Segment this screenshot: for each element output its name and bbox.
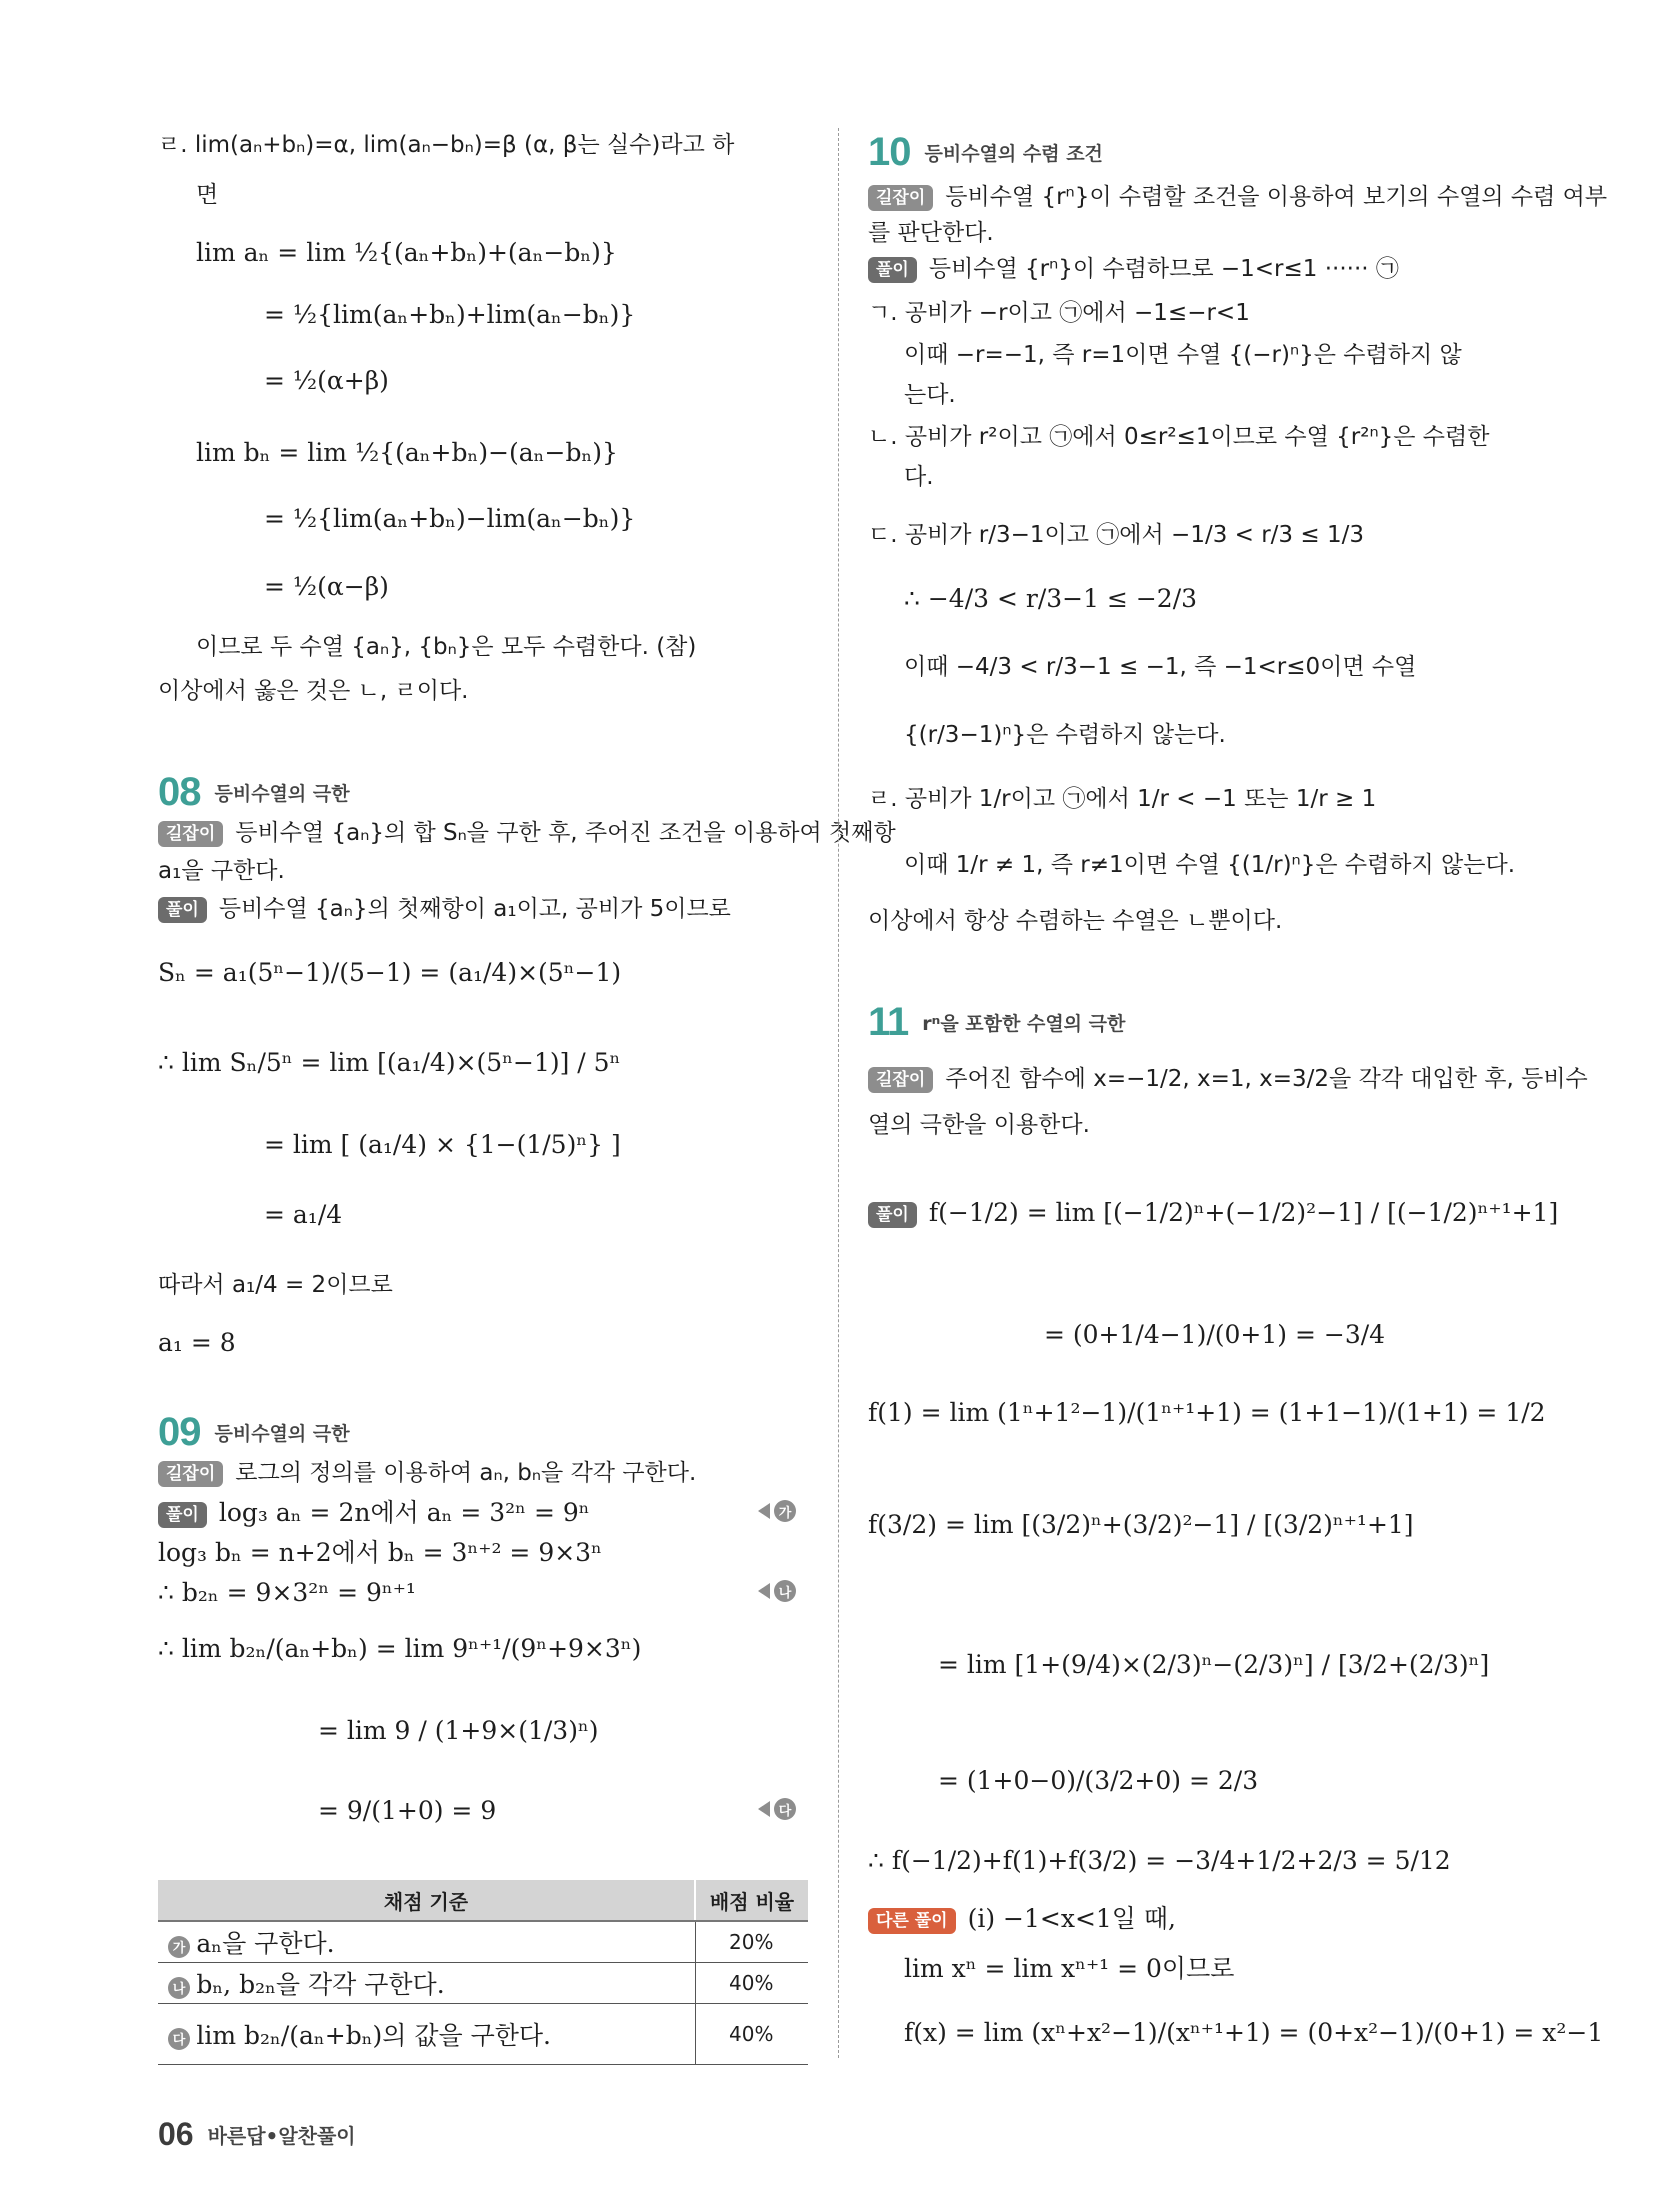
math-line: = ½{lim(aₙ+bₙ)+lim(aₙ−bₙ)} — [264, 300, 636, 329]
math-text: log₃ aₙ = 2n에서 aₙ = 3²ⁿ = 9ⁿ — [218, 1498, 590, 1527]
text-line: 이므로 두 수열 {aₙ}, {bₙ}은 모두 수렴한다. (참) — [196, 634, 697, 660]
table-header: 채점 기준 — [158, 1880, 695, 1921]
section-topic: 등비수열의 극한 — [214, 783, 350, 805]
table-cell: 40% — [695, 2004, 808, 2065]
text-line: {(r/3−1)ⁿ}은 수렴하지 않는다. — [904, 722, 1226, 748]
criterion-text: lim b₂ₙ/(aₙ+bₙ)의 값을 구한다. — [196, 2021, 552, 2050]
table-cell: 20% — [695, 1921, 808, 1963]
table-row — [158, 1963, 808, 2004]
text-line: 이때 −4/3 < r/3−1 ≤ −1, 즉 −1<r≤0이면 수열 — [904, 654, 1417, 680]
scoring-table — [158, 1880, 808, 2065]
math-line: ∴ b₂ₙ = 9×3²ⁿ = 9ⁿ⁺¹ — [158, 1578, 416, 1607]
text-line: ㄷ. 공비가 r/3−1이고 ㉠에서 −1/3 < r/3 ≤ 1/3 — [868, 522, 1364, 548]
footer-title: 바른답•알찬풀이 — [207, 2124, 356, 2148]
marker-label: 가 — [774, 1500, 796, 1522]
math-line: = lim 9 / (1+9×(1/3)ⁿ) — [318, 1716, 599, 1745]
guide-line-2: 를 판단한다. — [868, 220, 994, 246]
section-header-09 — [158, 1410, 350, 1455]
table-cell — [158, 1963, 695, 2004]
section-header-11 — [868, 1000, 1125, 1045]
guide-line-2: 열의 극한을 이용한다. — [868, 1112, 1090, 1138]
triangle-icon — [758, 1503, 770, 1519]
math-line: lim bₙ = lim ½{(aₙ+bₙ)−(aₙ−bₙ)} — [196, 438, 618, 467]
solution-badge: 풀이 — [158, 1502, 207, 1528]
math-line: f(1) = lim (1ⁿ+1²−1)/(1ⁿ⁺¹+1) = (1+1−1)/(1+1) = 1/2 — [868, 1398, 1546, 1427]
math-line: a₁ = 8 — [158, 1328, 236, 1357]
marker-label: 다 — [774, 1798, 796, 1820]
solution-line — [158, 894, 731, 924]
guide-text: 등비수열 {aₙ}의 합 Sₙ을 구한 후, 주어진 조건을 이용하여 첫째항 — [235, 820, 896, 846]
table-cell — [158, 1921, 695, 1963]
math-line: ∴ f(−1/2)+f(1)+f(3/2) = −3/4+1/2+2/3 = 5/12 — [868, 1846, 1451, 1875]
math-line — [158, 1498, 590, 1528]
table-cell: 40% — [695, 1963, 808, 2004]
guide-badge: 길잡이 — [868, 185, 933, 211]
guide-badge: 길잡이 — [158, 1461, 223, 1487]
solution-badge: 풀이 — [158, 897, 207, 923]
text-line: 이상에서 옳은 것은 ㄴ, ㄹ이다. — [158, 678, 469, 704]
math-line: = ½(α−β) — [264, 572, 389, 601]
guide-text: 등비수열 {rⁿ}이 수렴할 조건을 이용하여 보기의 수열의 수렴 여부 — [945, 184, 1608, 210]
guide-badge: 길잡이 — [158, 821, 223, 847]
math-line: = 9/(1+0) = 9 — [318, 1796, 497, 1825]
math-text: f(−1/2) = lim [(−1/2)ⁿ+(−1/2)²−1] / [(−1/2)ⁿ⁺¹+1] — [928, 1198, 1559, 1227]
marker-ga — [758, 1500, 796, 1522]
math-line: log₃ bₙ = n+2에서 bₙ = 3ⁿ⁺² = 9×3ⁿ — [158, 1538, 602, 1567]
marker-na — [758, 1580, 796, 1602]
page-number: 06 — [158, 2116, 194, 2152]
text-line: 다. — [904, 464, 934, 490]
text-line: 이상에서 항상 수렴하는 수열은 ㄴ뿐이다. — [868, 908, 1283, 934]
math-line: f(3/2) = lim [(3/2)ⁿ+(3/2)²−1] / [(3/2)ⁿ⁺¹+1] — [868, 1510, 1414, 1539]
guide-line — [868, 182, 1607, 212]
solution-text: 등비수열 {rⁿ}이 수렴하므로 −1<r≤1 ······ ㉠ — [928, 256, 1399, 282]
text-line: 이때 1/r ≠ 1, 즉 r≠1이면 수열 {(1/r)ⁿ}은 수렴하지 않는다. — [904, 852, 1516, 878]
table-row — [158, 2004, 808, 2065]
solution-badge: 풀이 — [868, 257, 917, 283]
guide-badge: 길잡이 — [868, 1067, 933, 1093]
section-topic: 등비수열의 수렴 조건 — [924, 143, 1103, 165]
text-line: 는다. — [904, 382, 956, 408]
guide-line — [868, 1064, 1588, 1094]
math-line: lim xⁿ = lim xⁿ⁺¹ = 0이므로 — [904, 1954, 1235, 1983]
math-line: ∴ lim Sₙ/5ⁿ = lim [(a₁/4)×(5ⁿ−1)] / 5ⁿ — [158, 1048, 621, 1077]
triangle-icon — [758, 1801, 770, 1817]
math-line: = lim [ (a₁/4) × {1−(1/5)ⁿ} ] — [264, 1130, 621, 1159]
math-line: ∴ −4/3 < r/3−1 ≤ −2/3 — [904, 584, 1198, 613]
criterion-text: bₙ, b₂ₙ을 각각 구한다. — [196, 1970, 445, 1999]
math-line: = (1+0−0)/(3/2+0) = 2/3 — [938, 1766, 1259, 1795]
guide-line — [158, 818, 896, 848]
guide-line-2: a₁을 구한다. — [158, 858, 285, 884]
table-header: 배점 비율 — [695, 1880, 808, 1921]
section-topic: rⁿ을 포함한 수열의 극한 — [922, 1013, 1126, 1035]
page-footer — [158, 2116, 356, 2153]
math-line: = ½(α+β) — [264, 366, 389, 395]
math-line: f(x) = lim (xⁿ+x²−1)/(xⁿ⁺¹+1) = (0+x²−1)/(0+1) = x²−1 — [904, 2018, 1604, 2047]
criterion-text: aₙ을 구한다. — [196, 1929, 335, 1958]
marker-label: 가 — [168, 1936, 190, 1958]
guide-line — [158, 1458, 696, 1488]
guide-text: 주어진 함수에 x=−1/2, x=1, x=3/2을 각각 대입한 후, 등비수 — [945, 1066, 1588, 1092]
section-number: 09 — [158, 1410, 201, 1454]
section-topic: 등비수열의 극한 — [214, 1423, 350, 1445]
marker-da — [758, 1798, 796, 1820]
math-line: = a₁/4 — [264, 1200, 343, 1229]
section-number: 10 — [868, 130, 911, 174]
math-line — [868, 1198, 1558, 1228]
solution-line — [868, 254, 1399, 284]
column-divider — [838, 128, 839, 2058]
math-text: (i) −1<x<1일 때, — [967, 1904, 1177, 1933]
text-line: ㄱ. 공비가 −r이고 ㉠에서 −1≤−r<1 — [868, 300, 1250, 326]
guide-text: 로그의 정의를 이용하여 aₙ, bₙ을 각각 구한다. — [235, 1460, 697, 1486]
marker-label: 다 — [168, 2028, 190, 2050]
alt-solution-badge: 다른 풀이 — [868, 1908, 956, 1934]
math-line: Sₙ = a₁(5ⁿ−1)/(5−1) = (a₁/4)×(5ⁿ−1) — [158, 958, 622, 987]
text-line: 면 — [196, 182, 219, 208]
math-line: = ½{lim(aₙ+bₙ)−lim(aₙ−bₙ)} — [264, 504, 636, 533]
text-line: ㄹ. lim(aₙ+bₙ)=α, lim(aₙ−bₙ)=β (α, β는 실수)라고 하 — [158, 132, 735, 158]
table-header-row — [158, 1880, 808, 1921]
section-header-10 — [868, 130, 1103, 175]
text-line: 이때 −r=−1, 즉 r=1이면 수열 {(−r)ⁿ}은 수렴하지 않 — [904, 342, 1462, 368]
solution-badge: 풀이 — [868, 1202, 917, 1228]
math-line: lim aₙ = lim ½{(aₙ+bₙ)+(aₙ−bₙ)} — [196, 238, 617, 267]
table-row — [158, 1921, 808, 1963]
section-header-08 — [158, 770, 350, 815]
marker-label: 나 — [774, 1580, 796, 1602]
section-number: 08 — [158, 770, 201, 814]
section-number: 11 — [868, 1000, 909, 1044]
math-line: = lim [1+(9/4)×(2/3)ⁿ−(2/3)ⁿ] / [3/2+(2/3)ⁿ] — [938, 1650, 1490, 1679]
math-line: ∴ lim b₂ₙ/(aₙ+bₙ) = lim 9ⁿ⁺¹/(9ⁿ+9×3ⁿ) — [158, 1634, 642, 1663]
marker-label: 나 — [168, 1977, 190, 1999]
text-line: ㄹ. 공비가 1/r이고 ㉠에서 1/r < −1 또는 1/r ≥ 1 — [868, 786, 1377, 812]
table-cell — [158, 2004, 695, 2065]
alt-solution-line — [868, 1904, 1176, 1935]
text-line: ㄴ. 공비가 r²이고 ㉠에서 0≤r²≤1이므로 수열 {r²ⁿ}은 수렴한 — [868, 424, 1490, 450]
solution-text: 등비수열 {aₙ}의 첫째항이 a₁이고, 공비가 5이므로 — [218, 896, 731, 922]
text-line: 따라서 a₁/4 = 2이므로 — [158, 1272, 393, 1298]
triangle-icon — [758, 1583, 770, 1599]
math-line: = (0+1/4−1)/(0+1) = −3/4 — [1044, 1320, 1386, 1349]
